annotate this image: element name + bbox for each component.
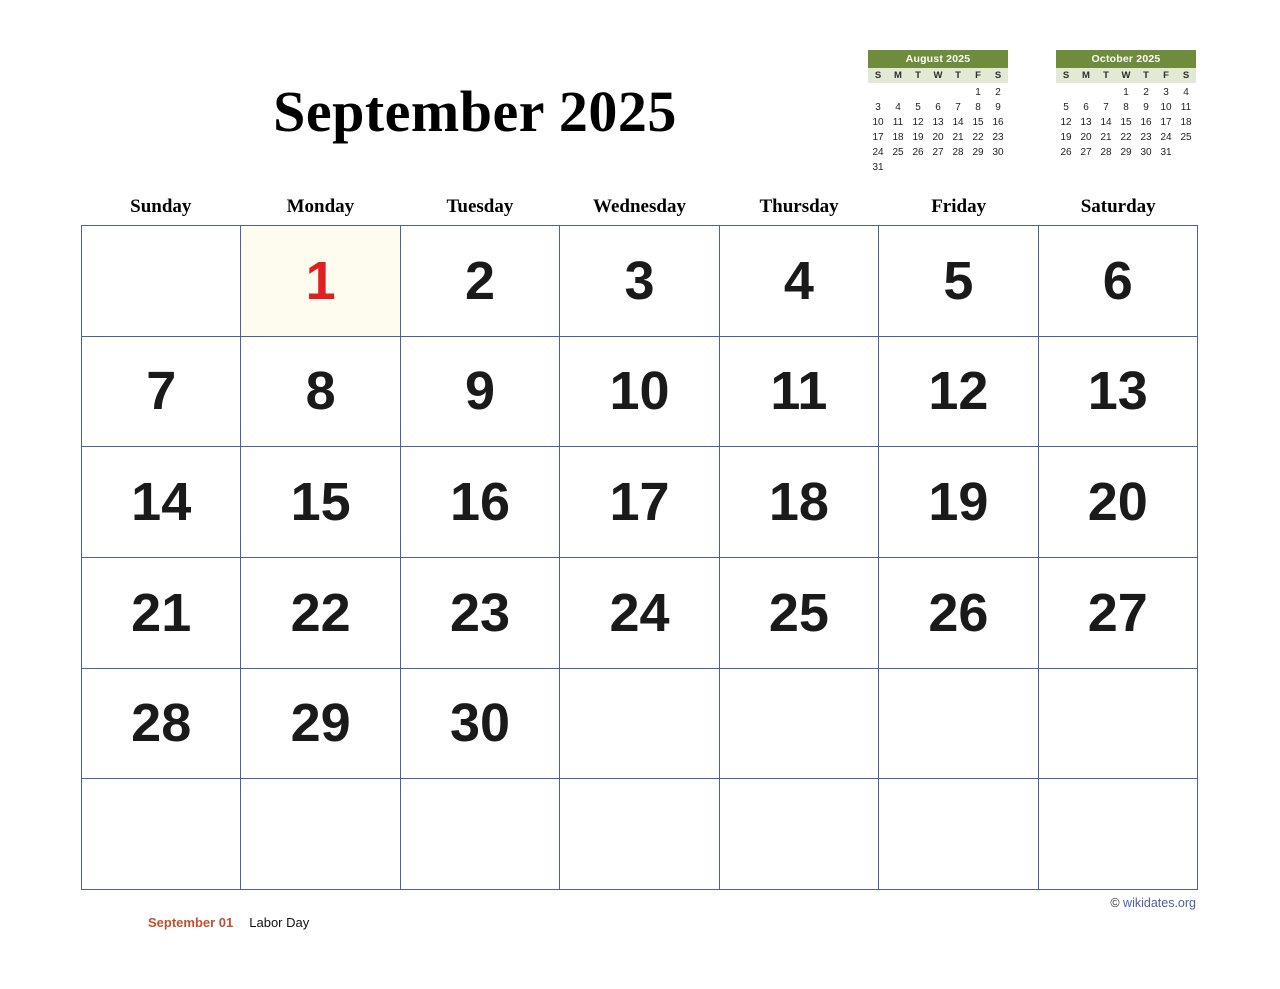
day-cell[interactable] bbox=[82, 669, 241, 780]
day-number: 19 bbox=[928, 472, 989, 533]
day-cell[interactable] bbox=[1039, 226, 1198, 337]
day-cell-empty bbox=[720, 669, 879, 780]
mini-day-cell-empty bbox=[968, 161, 988, 174]
day-cell-empty bbox=[560, 779, 719, 890]
day-cell[interactable] bbox=[241, 669, 400, 780]
mini-day-cell: 4 bbox=[895, 102, 901, 113]
day-cell[interactable] bbox=[720, 226, 879, 337]
mini-day-cell: 3 bbox=[875, 102, 881, 113]
mini-day-cell: 18 bbox=[1180, 117, 1192, 128]
holiday-list bbox=[148, 915, 309, 930]
day-cell[interactable] bbox=[401, 558, 560, 669]
mini-day-cell: 29 bbox=[1120, 147, 1132, 158]
mini-day-cell: 31 bbox=[1160, 147, 1172, 158]
mini-day-cell: 1 bbox=[1123, 87, 1129, 98]
mini-day-cell: 16 bbox=[1140, 117, 1152, 128]
mini-day-cell: 21 bbox=[1100, 132, 1112, 143]
mini-day-cell: 26 bbox=[1060, 147, 1072, 158]
day-number: 22 bbox=[290, 582, 351, 643]
day-cell[interactable] bbox=[401, 447, 560, 558]
day-cell[interactable] bbox=[560, 337, 719, 448]
day-cell[interactable] bbox=[560, 447, 719, 558]
mini-day-cell: 24 bbox=[872, 147, 884, 158]
mini-day-cell: 28 bbox=[952, 147, 964, 158]
day-cell[interactable] bbox=[1039, 337, 1198, 448]
mini-day-cell: 26 bbox=[912, 147, 924, 158]
mini-day-cell: 3 bbox=[1163, 87, 1169, 98]
day-cell[interactable] bbox=[720, 337, 879, 448]
mini-weekday-label: W bbox=[1121, 70, 1131, 81]
mini-calendar-title: August 2025 bbox=[868, 50, 1008, 68]
weekday-header-friday: Friday bbox=[931, 196, 987, 217]
mini-day-cell: 5 bbox=[1063, 102, 1069, 113]
holiday-entry bbox=[148, 915, 309, 930]
mini-day-cell: 15 bbox=[972, 117, 984, 128]
mini-day-cell: 22 bbox=[1120, 132, 1132, 143]
mini-day-cell: 2 bbox=[995, 87, 1001, 98]
holiday-name: Labor Day bbox=[249, 915, 310, 930]
mini-day-cell: 20 bbox=[932, 132, 944, 143]
mini-day-cell: 18 bbox=[892, 132, 904, 143]
day-number: 13 bbox=[1087, 361, 1148, 422]
mini-day-cell-empty bbox=[888, 161, 908, 174]
day-number: 26 bbox=[928, 582, 989, 643]
day-number: 17 bbox=[609, 472, 670, 533]
mini-day-cell-empty bbox=[928, 161, 948, 174]
weekday-header-row bbox=[81, 196, 1198, 218]
day-number: 14 bbox=[131, 472, 192, 533]
mini-day-cell: 17 bbox=[872, 132, 884, 143]
mini-day-cell: 24 bbox=[1160, 132, 1172, 143]
day-cell[interactable] bbox=[241, 226, 400, 337]
day-number: 5 bbox=[943, 250, 974, 311]
mini-day-cell: 15 bbox=[1120, 117, 1132, 128]
mini-day-cell: 30 bbox=[992, 147, 1004, 158]
mini-day-cell: 4 bbox=[1183, 87, 1189, 98]
weekday-header-tuesday: Tuesday bbox=[446, 196, 514, 217]
mini-day-cell: 8 bbox=[975, 102, 981, 113]
page-title: September 2025 bbox=[273, 79, 677, 144]
site-credit[interactable] bbox=[1110, 896, 1196, 910]
day-number: 23 bbox=[450, 582, 511, 643]
day-number: 27 bbox=[1087, 582, 1148, 643]
mini-weekday-label: S bbox=[874, 70, 882, 81]
day-cell-empty bbox=[720, 779, 879, 890]
mini-weekday-label: T bbox=[1143, 70, 1149, 81]
day-number: 16 bbox=[450, 472, 511, 533]
mini-day-cell: 13 bbox=[1080, 117, 1092, 128]
day-cell-empty bbox=[241, 779, 400, 890]
mini-day-cell: 7 bbox=[1103, 102, 1109, 113]
mini-day-cell-empty bbox=[888, 86, 908, 99]
day-number: 29 bbox=[290, 693, 351, 754]
mini-day-cell: 20 bbox=[1080, 132, 1092, 143]
mini-day-cell: 17 bbox=[1160, 117, 1172, 128]
day-number: 11 bbox=[770, 361, 828, 422]
weekday-header-wednesday: Wednesday bbox=[593, 196, 686, 217]
mini-day-cell: 10 bbox=[872, 117, 884, 128]
day-number: 3 bbox=[624, 250, 655, 311]
day-number: 4 bbox=[783, 250, 814, 311]
mini-day-cell: 12 bbox=[1060, 117, 1072, 128]
mini-day-cell: 9 bbox=[995, 102, 1001, 113]
mini-calendar bbox=[1056, 50, 1196, 174]
day-number: 24 bbox=[609, 582, 670, 643]
mini-day-cell-empty bbox=[948, 161, 968, 174]
day-cell[interactable] bbox=[879, 447, 1038, 558]
day-number: 18 bbox=[768, 472, 829, 533]
mini-day-cell-empty bbox=[928, 86, 948, 99]
mini-day-cell: 8 bbox=[1123, 102, 1129, 113]
day-number: 6 bbox=[1102, 250, 1133, 311]
mini-day-cell: 16 bbox=[992, 117, 1004, 128]
day-cell-empty bbox=[1039, 669, 1198, 780]
day-number: 2 bbox=[465, 250, 496, 311]
day-cell[interactable] bbox=[560, 226, 719, 337]
mini-day-cell: 21 bbox=[952, 132, 964, 143]
mini-weekday-label: S bbox=[994, 70, 1002, 81]
mini-calendar-weekday-row bbox=[868, 68, 1008, 83]
copyright-icon: © bbox=[1110, 896, 1120, 910]
day-cell-empty bbox=[560, 669, 719, 780]
mini-day-cell-empty bbox=[1056, 86, 1076, 99]
mini-day-cell: 9 bbox=[1143, 102, 1149, 113]
day-cell[interactable] bbox=[879, 558, 1038, 669]
day-number: 12 bbox=[928, 361, 989, 422]
mini-weekday-label: W bbox=[933, 70, 943, 81]
day-cell[interactable] bbox=[241, 447, 400, 558]
mini-weekday-label: F bbox=[1163, 70, 1169, 81]
mini-day-cell: 22 bbox=[972, 132, 984, 143]
mini-weekday-label: T bbox=[1103, 70, 1109, 81]
mini-day-cell-empty bbox=[908, 86, 928, 99]
day-cell-empty bbox=[82, 226, 241, 337]
mini-day-cell-empty bbox=[988, 161, 1008, 174]
mini-day-cell: 11 bbox=[1180, 102, 1192, 113]
mini-day-cell-empty bbox=[868, 86, 888, 99]
mini-day-cell: 27 bbox=[1080, 147, 1092, 158]
mini-day-cell: 7 bbox=[955, 102, 961, 113]
day-cell[interactable] bbox=[720, 447, 879, 558]
day-number: 25 bbox=[768, 582, 829, 643]
day-cell[interactable] bbox=[879, 337, 1038, 448]
mini-day-cell: 25 bbox=[1180, 132, 1192, 143]
day-number: 10 bbox=[609, 361, 670, 422]
mini-day-cell: 2 bbox=[1143, 87, 1149, 98]
mini-day-cell: 27 bbox=[932, 147, 944, 158]
mini-day-cell: 1 bbox=[975, 87, 981, 98]
mini-day-cell: 25 bbox=[892, 147, 904, 158]
weekday-header-sunday: Sunday bbox=[130, 196, 192, 217]
day-cell[interactable] bbox=[720, 558, 879, 669]
mini-day-cell: 6 bbox=[935, 102, 941, 113]
mini-weekday-label: F bbox=[975, 70, 981, 81]
day-number: 30 bbox=[450, 693, 511, 754]
mini-day-cell: 6 bbox=[1083, 102, 1089, 113]
day-cell[interactable] bbox=[401, 226, 560, 337]
mini-weekday-label: T bbox=[955, 70, 961, 81]
day-cell[interactable] bbox=[1039, 447, 1198, 558]
day-number: 20 bbox=[1087, 472, 1148, 533]
day-cell[interactable] bbox=[241, 337, 400, 448]
weekday-header-monday: Monday bbox=[286, 196, 355, 217]
mini-weekday-label: M bbox=[894, 70, 902, 81]
mini-day-cell: 10 bbox=[1160, 102, 1172, 113]
mini-day-cell: 23 bbox=[992, 132, 1004, 143]
mini-weekday-label: M bbox=[1082, 70, 1090, 81]
mini-calendar-weekday-row bbox=[1056, 68, 1196, 83]
mini-day-cell-empty bbox=[948, 86, 968, 99]
day-cell-empty bbox=[401, 779, 560, 890]
mini-day-cell: 30 bbox=[1140, 147, 1152, 158]
day-number: 8 bbox=[305, 361, 336, 422]
day-number: 7 bbox=[146, 361, 177, 422]
mini-calendar-title: October 2025 bbox=[1056, 50, 1196, 68]
mini-day-cell: 28 bbox=[1100, 147, 1112, 158]
mini-weekday-label: T bbox=[915, 70, 921, 81]
day-cell[interactable] bbox=[401, 337, 560, 448]
day-number: 28 bbox=[131, 693, 192, 754]
day-number: 21 bbox=[131, 582, 192, 643]
mini-day-cell-empty bbox=[1176, 146, 1196, 159]
mini-day-cell: 13 bbox=[932, 117, 944, 128]
day-cell[interactable] bbox=[1039, 558, 1198, 669]
mini-calendar-days bbox=[1056, 83, 1196, 159]
mini-day-cell: 14 bbox=[952, 117, 964, 128]
calendar-header bbox=[0, 0, 1280, 175]
holiday-date: September 01 bbox=[148, 915, 234, 930]
mini-weekday-label: S bbox=[1182, 70, 1190, 81]
day-cell[interactable] bbox=[82, 337, 241, 448]
mini-day-cell: 29 bbox=[972, 147, 984, 158]
day-cell-empty bbox=[82, 779, 241, 890]
day-cell[interactable] bbox=[82, 447, 241, 558]
weekday-header-saturday: Saturday bbox=[1080, 196, 1156, 217]
day-cell-empty bbox=[879, 669, 1038, 780]
day-number: 1 bbox=[305, 250, 336, 311]
day-cell[interactable] bbox=[560, 558, 719, 669]
credit-text[interactable]: wikidates.org bbox=[1123, 896, 1196, 910]
day-cell-empty bbox=[1039, 779, 1198, 890]
mini-day-cell: 23 bbox=[1140, 132, 1152, 143]
calendar-grid bbox=[81, 225, 1198, 890]
mini-calendar-days bbox=[868, 83, 1008, 174]
mini-calendar bbox=[868, 50, 1008, 174]
mini-calendars bbox=[868, 50, 1196, 174]
day-cell[interactable] bbox=[82, 558, 241, 669]
day-number: 15 bbox=[290, 472, 351, 533]
mini-day-cell: 5 bbox=[915, 102, 921, 113]
mini-day-cell-empty bbox=[1076, 86, 1096, 99]
mini-day-cell-empty bbox=[1096, 86, 1116, 99]
mini-day-cell: 31 bbox=[872, 162, 884, 173]
mini-weekday-label: S bbox=[1062, 70, 1070, 81]
day-cell[interactable] bbox=[241, 558, 400, 669]
day-cell[interactable] bbox=[401, 669, 560, 780]
mini-day-cell: 12 bbox=[912, 117, 924, 128]
weekday-header-thursday: Thursday bbox=[759, 196, 839, 217]
mini-day-cell: 19 bbox=[912, 132, 924, 143]
day-cell-empty bbox=[879, 779, 1038, 890]
day-number: 9 bbox=[465, 361, 496, 422]
mini-day-cell: 19 bbox=[1060, 132, 1072, 143]
mini-day-cell: 14 bbox=[1100, 117, 1112, 128]
day-cell[interactable] bbox=[879, 226, 1038, 337]
mini-day-cell: 11 bbox=[892, 117, 904, 128]
mini-day-cell-empty bbox=[908, 161, 928, 174]
